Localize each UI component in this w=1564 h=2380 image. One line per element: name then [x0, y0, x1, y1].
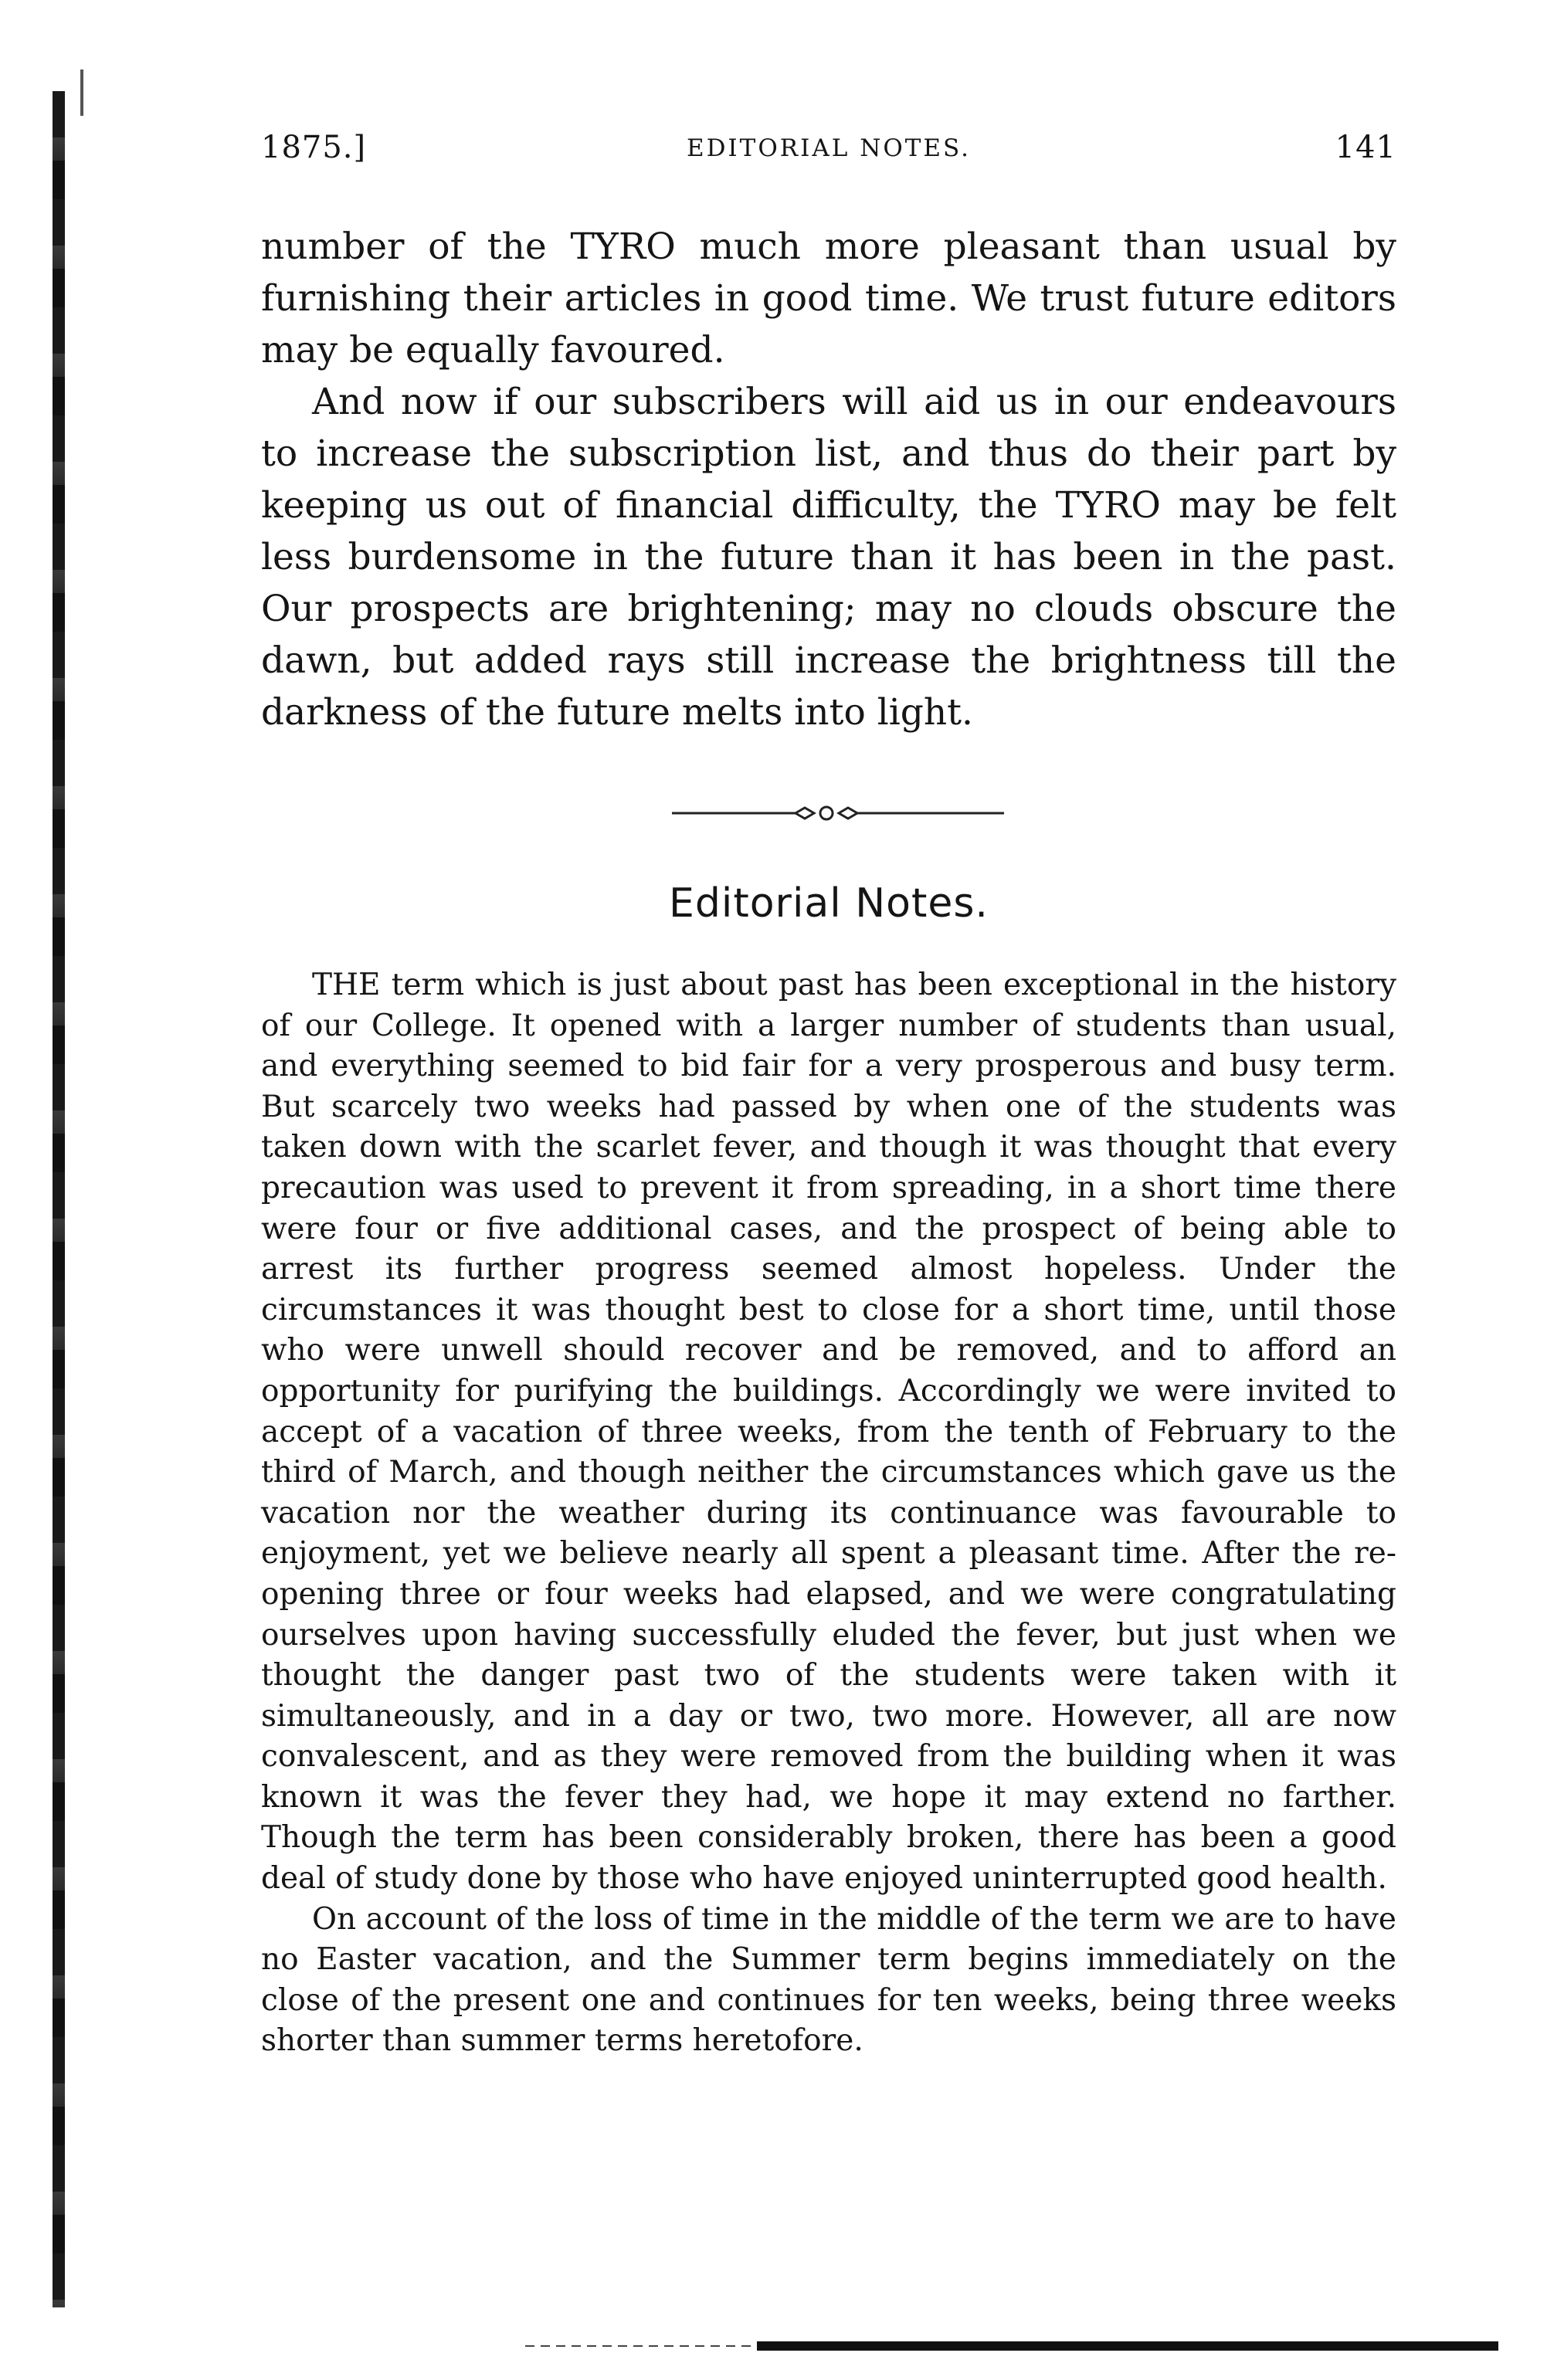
scan-mark	[80, 70, 83, 116]
page-binding-edge	[53, 91, 65, 2307]
article-paragraph: And now if our subscribers will aid us in our endeavours to increase the subscription list, and thus do their part by keeping us out of financial difficulty, the TYRO may be felt less burdensome in the future than it has been in the past. Our prospects are brightening; may no clouds obscure the dawn, but added rays still increase the brightness till the darkness of the future melts into light.	[261, 381, 1396, 734]
article-paragraph: number of the TYRO much more pleasant than usual by furnishing their articles in good time. We trust future editors may be equally favoured.	[261, 225, 1396, 371]
header-year: 1875.]	[261, 130, 367, 165]
page-bottom-edge	[525, 2338, 1498, 2354]
editorial-notes-body	[261, 965, 1396, 2062]
editorial-paragraph: THE term which is just about past has been exceptional in the history of our College. It opened with a larger number of students than usual, and everything seemed to bid fair for a very prosperous and busy term. But scarcely two weeks had passed by when one of the students was taken down with the scarlet fever, and though it was thought that every precaution was used to prevent it from spreading, in a short time there were four or five additional cases, and the prospect of being able to arrest its further progress seemed almost hopeless. Under the circumstances it was thought best to close for a short time, until those who were unwell should recover and be removed, and to afford an opportunity for purifying the buildings. Accordingly we were invited to accept of a vacation of three weeks, from the tenth of February to the third of March, and though neither the circumstances which gave us the vacation nor the weather during its continuance was favourable to enjoyment, yet we believe nearly all spent a pleasant time. After the re-opening three or four weeks had elapsed, and we were congratulating ourselves upon having successfully eluded the fever, but just when we thought the danger past two of the students were taken with it simultaneously, and in a day or two, two more. However, all are now convalescent, and as they were removed from the building when it was known it was the fever they had, we hope it may extend no farther. Though the term has been considerably broken, there has been a good deal of study done by those who have enjoyed uninterrupted good health.	[261, 968, 1396, 1897]
page-number: 141	[1335, 130, 1396, 165]
section-divider-ornament	[672, 802, 1004, 825]
continued-article	[261, 221, 1396, 738]
section-title: Editorial Notes.	[669, 880, 989, 927]
editorial-paragraph: On account of the loss of time in the middle of the term we are to have no Easter vacation, and the Summer term begins immediately on the close of the present one and continues for ten weeks, being three weeks shorter than summer terms heretofore.	[261, 1901, 1396, 2059]
running-header	[261, 130, 1396, 179]
running-title: EDITORIAL NOTES.	[686, 134, 972, 162]
